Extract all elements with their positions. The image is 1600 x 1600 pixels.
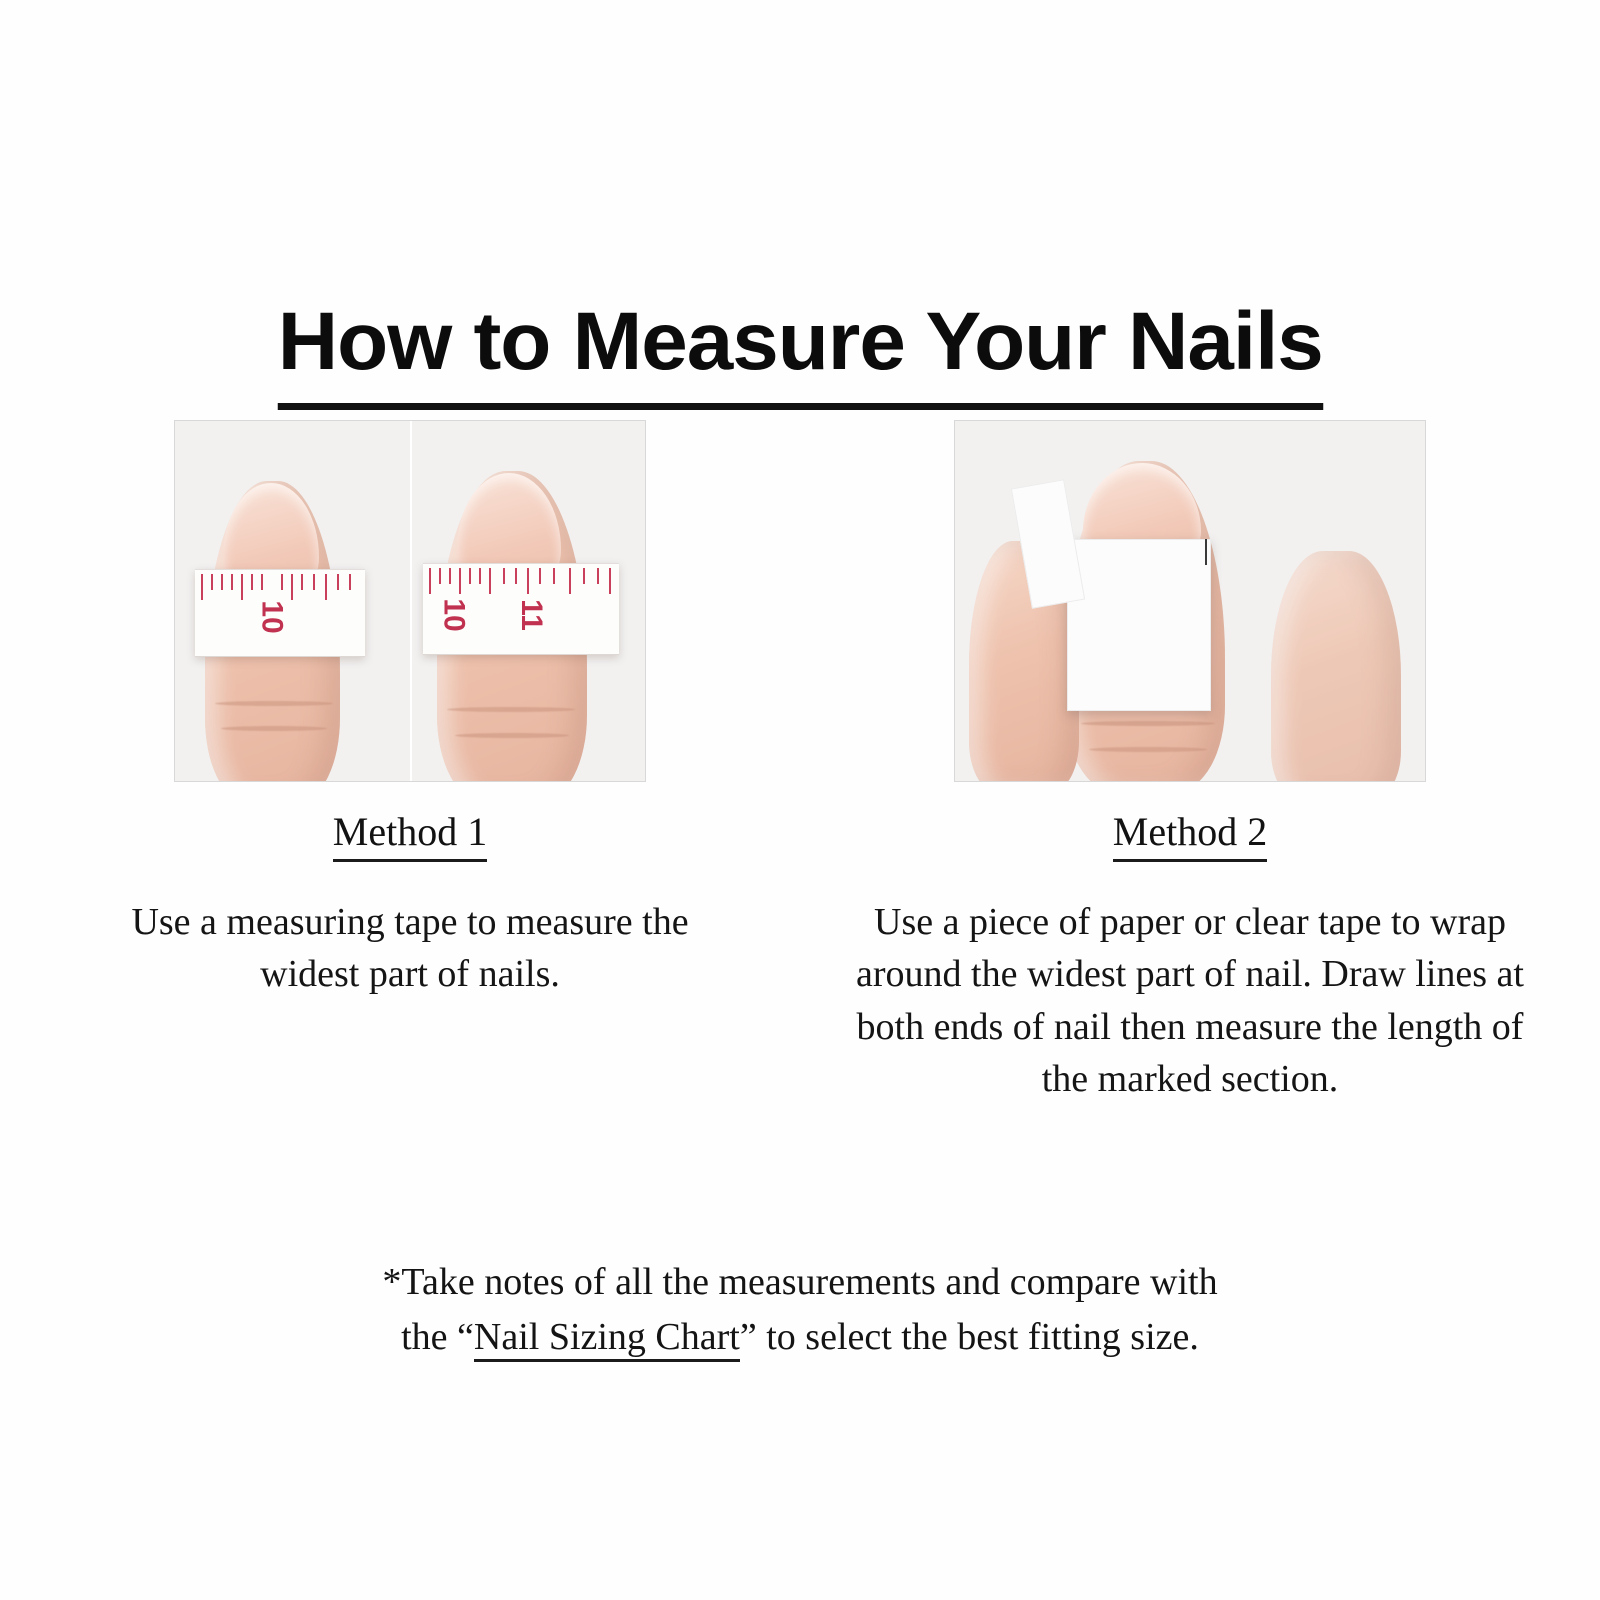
footnote-suffix: ” to select the best fitting size. xyxy=(739,1316,1199,1359)
background-finger xyxy=(1271,551,1401,782)
method-1-description: Use a measuring tape to measure the widest part of nails. xyxy=(131,901,689,996)
knuckle-line-right xyxy=(447,707,575,712)
nail-sizing-chart-reference: Nail Sizing Chart xyxy=(474,1316,740,1362)
thumb-knuckle-line-2 xyxy=(1089,747,1207,752)
knuckle-line-left-2 xyxy=(221,726,327,731)
knuckle-line-right-2 xyxy=(455,733,569,738)
methods-row xyxy=(0,420,1600,1106)
mark-line-right xyxy=(1205,539,1207,565)
method-1-caption: Method 1 xyxy=(333,808,487,862)
footnote-prefix: the “ xyxy=(401,1316,474,1359)
photo-split-divider xyxy=(410,421,412,781)
knuckle-line-left xyxy=(215,701,333,706)
tape-number-left-10: 10 xyxy=(255,600,289,634)
method-2-photo xyxy=(954,420,1426,782)
method-1-block xyxy=(100,420,720,1106)
page-title: How to Measure Your Nails xyxy=(277,295,1322,410)
method-2-block xyxy=(856,420,1524,1106)
tape-number-right-10: 10 xyxy=(437,598,471,632)
footnote-line-1: *Take notes of all the measurements and compare with xyxy=(382,1261,1218,1303)
footnote-line-2 xyxy=(0,1310,1600,1365)
measuring-tape-left xyxy=(195,569,365,657)
tape-number-right-11: 11 xyxy=(514,599,548,631)
footnote xyxy=(0,1255,1600,1365)
measuring-tape-right xyxy=(423,563,619,655)
method-1-photo xyxy=(174,420,646,782)
thumb-knuckle-line xyxy=(1081,721,1215,726)
method-2-caption: Method 2 xyxy=(1113,808,1267,862)
paper-strip xyxy=(1067,539,1211,711)
method-2-description: Use a piece of paper or clear tape to wrap around the widest part of nail. Draw lines at both ends of nail then measure the length of the marked section. xyxy=(856,901,1524,1101)
